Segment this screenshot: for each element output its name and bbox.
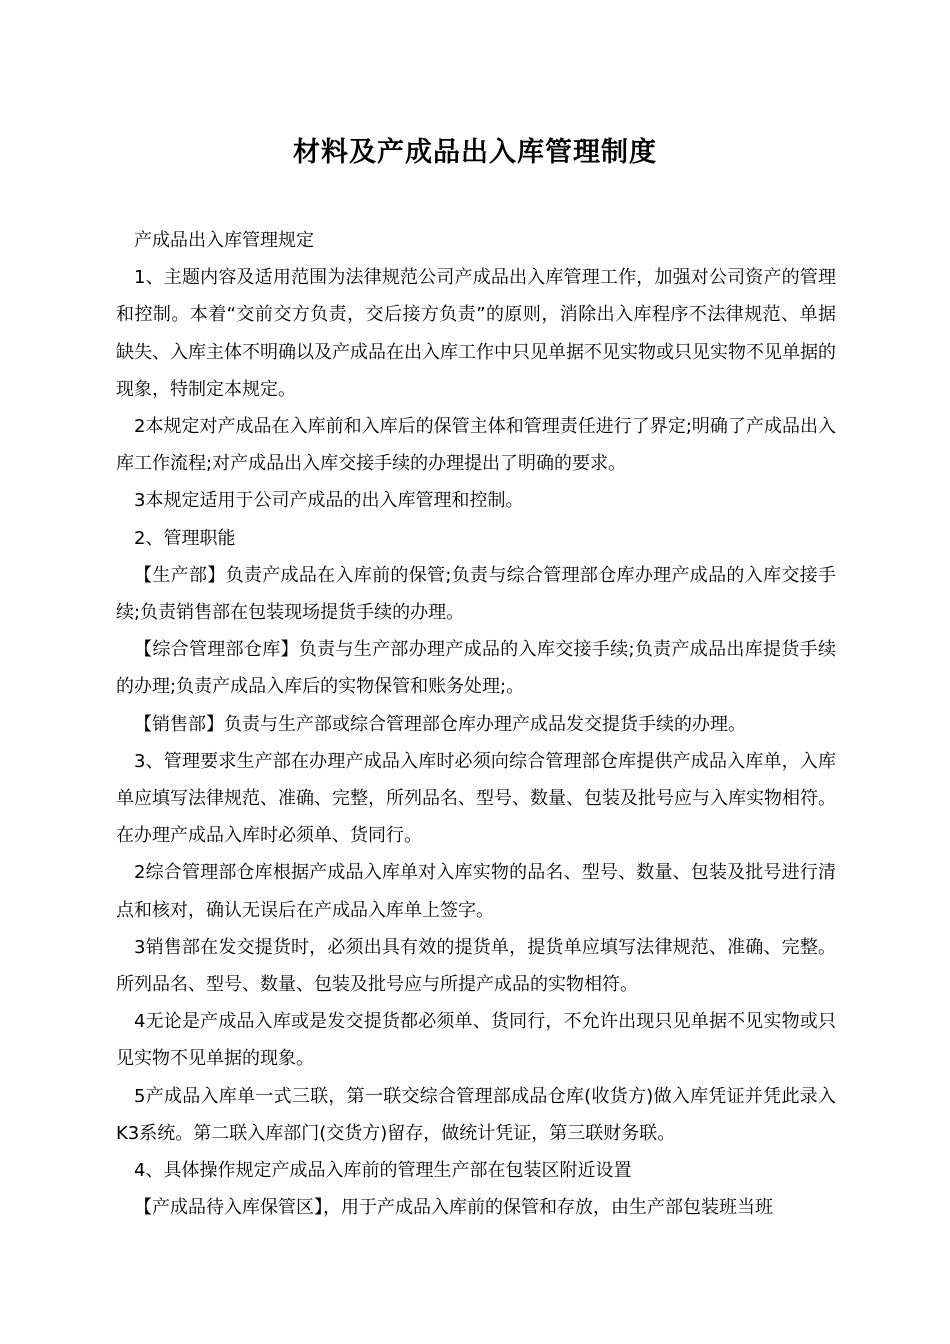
paragraph: 【综合管理部仓库】负责与生产部办理产成品的入库交接手续;负责产成品出库提货手续的办理;负责产成品入库后的实物保管和账务处理;。 bbox=[116, 639, 836, 698]
paragraph: 【生产部】负责产成品在入库前的保管;负责与综合管理部仓库办理产成品的入库交接手续;负责销售部在包装现场提货手续的办理。 bbox=[116, 564, 836, 624]
paragraph: 4无论是产成品入库或是发交提货都必须单、货同行，不允许出现只见单据不见实物或只见实物不见单据的现象。 bbox=[116, 1011, 836, 1070]
paragraph: 【销售部】负责与生产部或综合管理部仓库办理产成品发交提货手续的办理。 bbox=[134, 713, 746, 735]
paragraph: 4、具体操作规定产成品入库前的管理生产部在包装区附近设置 bbox=[134, 1160, 632, 1182]
document-body bbox=[116, 222, 836, 1226]
paragraph: 1、主题内容及适用范围为法律规范公司产成品出入库管理工作，加强对公司资产的管理和控制。本着“交前交方负责，交后接方负责”的原则，消除出入库程序不法律规范、单据缺失、入库主体不明确以及产成品在出入库工作中只见单据不见实物或只见实物不见单据的现象，特制定本规定。 bbox=[116, 267, 836, 400]
paragraph: 2、管理职能 bbox=[134, 527, 236, 549]
paragraph: 2本规定对产成品在入库前和入库后的保管主体和管理责任进行了界定;明确了产成品出入库工作流程;对产成品出入库交接手续的办理提出了明确的要求。 bbox=[116, 416, 836, 475]
paragraph: 产成品出入库管理规定 bbox=[134, 230, 314, 251]
paragraph: 3销售部在发交提货时，必须出具有效的提货单，提货单应填写法律规范、准确、完整。所列品名、型号、数量、包装及批号应与所提产成品的实物相符。 bbox=[116, 936, 836, 996]
document-title: 材料及产成品出入库管理制度 bbox=[293, 137, 657, 168]
paragraph: 5产成品入库单一式三联，第一联交综合管理部成品仓库(收货方)做入库凭证并凭此录入K3系统。第二联入库部门(交货方)留存，做统计凭证，第三联财务联。 bbox=[116, 1085, 836, 1144]
paragraph: 3、管理要求生产部在办理产成品入库时必须向综合管理部仓库提供产成品入库单，入库单应填写法律规范、准确、完整，所列品名、型号、数量、包装及批号应与入库实物相符。在办理产成品入库时必须单、货同行。 bbox=[116, 750, 836, 847]
paragraph: 【产成品待入库保管区】，用于产成品入库前的保管和存放，由生产部包装班当班 bbox=[134, 1197, 773, 1219]
paragraph: 2综合管理部仓库根据产成品入库单对入库实物的品名、型号、数量、包装及批号进行清点和核对，确认无误后在产成品入库单上签字。 bbox=[116, 862, 836, 921]
paragraph: 3本规定适用于公司产成品的出入库管理和控制。 bbox=[134, 490, 524, 512]
